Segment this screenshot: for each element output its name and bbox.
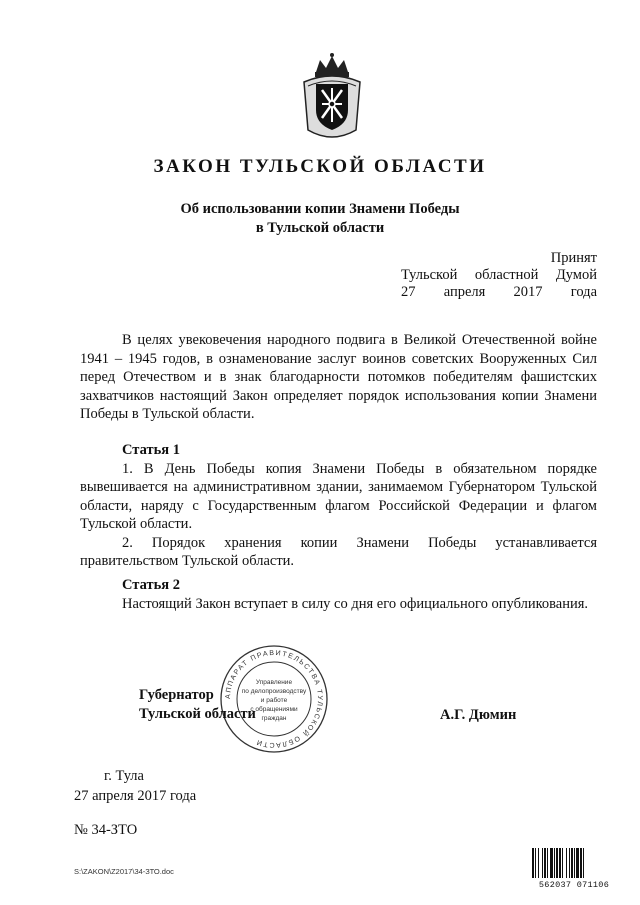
law-subtitle: [120, 200, 520, 238]
law-title: ЗАКОН ТУЛЬСКОЙ ОБЛАСТИ: [153, 156, 487, 177]
stamp-ring-text: АППАРАТ ПРАВИТЕЛЬСТВА ТУЛЬСКОЙ ОБЛАСТИ: [224, 649, 324, 749]
adoption-block: [401, 250, 597, 301]
stamp-line-5: граждан: [261, 715, 287, 722]
article-1-heading: Статья 1: [122, 442, 180, 458]
article-2-paragraph-1: Настоящий Закон вступает в силу со дня его официального опубликования.: [122, 595, 589, 612]
adoption-line-1: Принят: [550, 250, 597, 266]
place: г. Тула: [104, 768, 144, 784]
article-1-paragraph-1: 1. В День Победы копия Знамени Победы в обязательном порядке вывешивается на административном здании, занимаемом Губернатором Тульской области, наряду с Государственным флагом Российской Федерации и флагом Тульской области.: [80, 460, 597, 532]
coat-of-arms-icon: [296, 52, 368, 144]
stamp-line-2: по делопроизводству: [241, 688, 307, 695]
article-1-paragraph-2: 2. Порядок хранения копии Знамени Победы устанавливается правительством Тульской области.: [80, 534, 597, 569]
signatory-title-line-2: Тульской области: [139, 706, 256, 722]
law-subtitle-line-1: Об использовании копии Знамени Победы: [180, 201, 460, 217]
article-1: [80, 441, 597, 571]
barcode-icon: [531, 848, 617, 878]
preamble: [80, 331, 597, 424]
stamp-line-3: и работе: [260, 697, 288, 704]
law-subtitle-line-2: в Тульской области: [255, 220, 385, 236]
stamp-line-1: Управление: [255, 679, 293, 686]
article-2: [80, 576, 597, 613]
signatory-title: [139, 686, 256, 724]
adoption-line-2: Тульской областной Думой: [401, 267, 597, 283]
preamble-text: В целях увековечения народного подвига в Великой Отечественной войне 1941 – 1945 годов, в ознаменование заслуг воинов советских Вооруженных Сил перед Отечеством и в знак благодарности потомков победителям фашистских захватчиков настоящий Закон определяет порядок использования копии Знамени Победы в Тульской области.: [80, 332, 597, 422]
law-number: № 34-ЗТО: [74, 822, 138, 838]
barcode-digits: 562037 071106: [538, 880, 610, 890]
signing-date: 27 апреля 2017 года: [74, 788, 197, 804]
stamp-line-4: с обращениями: [250, 706, 298, 713]
signatory-title-line-1: Губернатор: [139, 687, 214, 703]
article-2-heading: Статья 2: [122, 577, 180, 593]
signatory-name: А.Г. Дюмин: [440, 707, 517, 723]
file-path: S:\ZAKON\Z2017\34-ЗТО.doc: [74, 867, 174, 876]
adoption-line-3: 27 апреля 2017 года: [401, 284, 597, 300]
